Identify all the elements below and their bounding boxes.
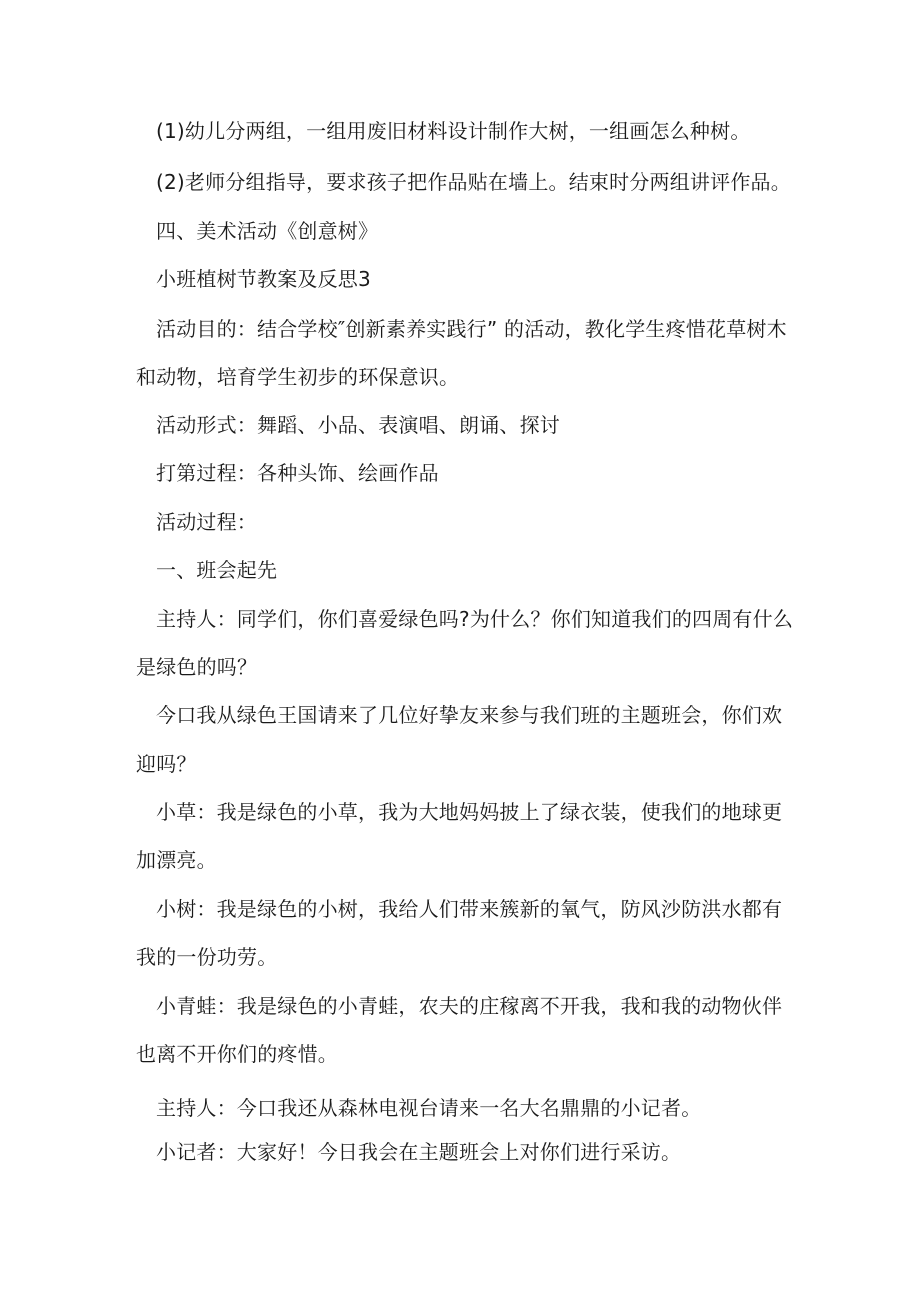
paragraph-line: 加漂亮。: [136, 848, 217, 872]
document-title: 小班植树节教案及反思3: [156, 267, 371, 291]
paragraph-line: 打第过程：各种头饰、绘画作品: [156, 461, 439, 485]
paragraph-line: 小草：我是绿色的小草，我为大地妈妈披上了绿衣装，使我们的地球更: [156, 800, 783, 824]
paragraph-line: 小青蛙：我是绿色的小青蛙，农夫的庄稼离不开我，我和我的动物伙伴: [156, 994, 783, 1018]
section-heading: 四、美术活动《创意树》: [156, 219, 379, 243]
paragraph-line: 小记者：大家好！今日我会在主题班会上对你们进行采访。: [156, 1140, 682, 1164]
paragraph-line: 主持人：今口我还从森林电视台请来一名大名鼎鼎的小记者。: [156, 1096, 702, 1120]
paragraph-line: 也离不开你们的疼惜。: [136, 1042, 338, 1066]
paragraph-line: 小树：我是绿色的小树，我给人们带来簇新的氧气，防风沙防洪水都有: [156, 897, 783, 921]
paragraph-line: 和动物，培育学生初步的环保意识。: [136, 365, 460, 389]
section-heading: 一、班会起先: [156, 558, 278, 582]
paragraph-line: 我的一份功劳。: [136, 945, 278, 969]
paragraph-line: 是绿色的吗？: [136, 655, 258, 679]
paragraph-line: 迎吗？: [136, 752, 197, 776]
paragraph-line: 活动过程：: [156, 510, 257, 534]
paragraph-line: (2)老师分组指导，要求孩子把作品贴在墙上。结束时分两组讲评作品。: [156, 170, 791, 194]
paragraph-line: 活动形式：舞蹈、小品、表演唱、朗诵、探讨: [156, 413, 560, 437]
paragraph-line: 主持人：同学们，你们喜爱绿色吗?为什么？你们知道我们的四周有什么: [156, 607, 794, 631]
paragraph-line: 活动目的：结合学校″创新素养实践行” 的活动，教化学生疼惜花草树木: [156, 317, 787, 341]
paragraph-line: (1)幼儿分两组，一组用废旧材料设计制作大树，一组画怎么种树。: [156, 119, 751, 143]
paragraph-line: 今口我从绿色王国请来了几位好挚友来参与我们班的主题班会，你们欢: [156, 703, 783, 727]
